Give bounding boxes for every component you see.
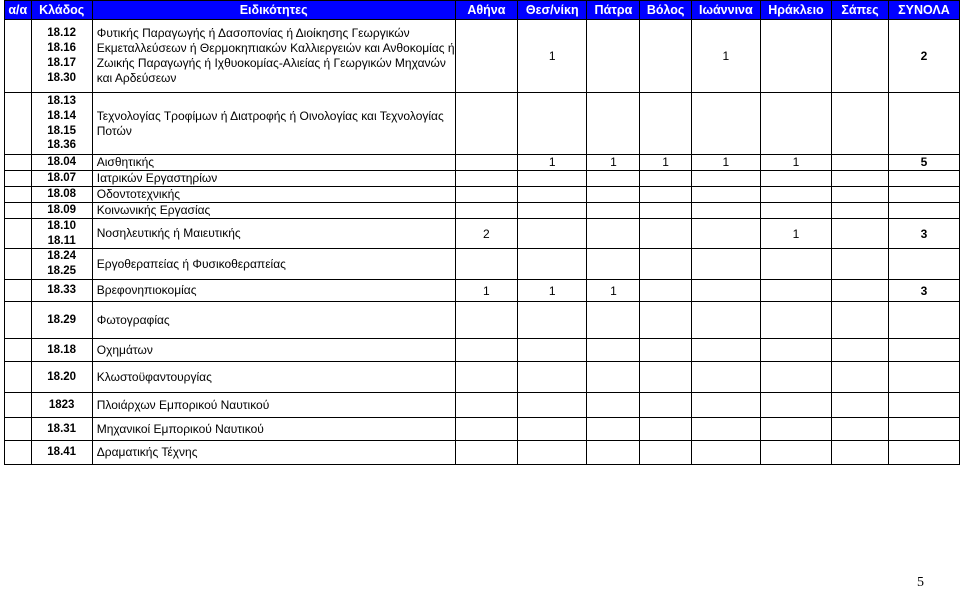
city-count-cell (691, 302, 760, 339)
total-cell (888, 441, 959, 465)
city-count-cell (640, 218, 691, 249)
city-count-cell (832, 202, 889, 218)
city-count-cell (455, 441, 518, 465)
table-row (5, 93, 960, 155)
table-row (5, 362, 960, 393)
branch-code: 18.08 (47, 187, 77, 200)
city-count-cell (832, 393, 889, 418)
city-count-cell (760, 202, 831, 218)
specialty-line: Βρεφονηπιοκομίας (96, 283, 197, 298)
city-count-cell (691, 202, 760, 218)
city-count-cell (832, 93, 889, 155)
city-count-cell (518, 302, 587, 339)
index-cell (5, 362, 32, 393)
city-count-cell (832, 362, 889, 393)
specialty-cell (92, 155, 455, 171)
page-number: 5 (917, 575, 924, 590)
branch-code: 18.41 (47, 446, 77, 459)
index-cell (5, 93, 32, 155)
branch-code: 18.16 (47, 42, 77, 55)
specialty-line: Φωτογραφίας (96, 312, 170, 327)
table-row (5, 302, 960, 339)
city-count-cell (640, 393, 691, 418)
city-count-cell (691, 249, 760, 280)
index-cell (5, 302, 32, 339)
city-count-cell (760, 280, 831, 302)
total-cell (888, 170, 959, 186)
city-count-cell (587, 218, 640, 249)
city-count-cell: 1 (640, 155, 691, 171)
branch-code-cell (31, 249, 92, 280)
city-count-cell (518, 202, 587, 218)
city-count-cell (455, 93, 518, 155)
city-count-cell (832, 186, 889, 202)
header-row (5, 1, 960, 20)
city-count-cell (760, 20, 831, 93)
city-count-cell (760, 393, 831, 418)
city-count-cell (587, 20, 640, 93)
specialty-line: Οχημάτων (96, 342, 153, 357)
city-count-cell (455, 186, 518, 202)
city-count-cell: 1 (760, 155, 831, 171)
specialty-line: Κοινωνικής Εργασίας (96, 202, 211, 217)
specialty-cell (92, 170, 455, 186)
index-cell (5, 202, 32, 218)
table-row (5, 155, 960, 171)
table-row (5, 218, 960, 249)
city-count-cell (518, 170, 587, 186)
city-count-cell (640, 249, 691, 280)
city-count-cell (691, 280, 760, 302)
city-count-cell (691, 362, 760, 393)
specialty-line: Ιατρικών Εργαστηρίων (96, 170, 218, 185)
city-count-cell (455, 339, 518, 362)
city-count-cell (518, 249, 587, 280)
total-cell (888, 362, 959, 393)
city-count-cell (455, 170, 518, 186)
branch-code-cell (31, 93, 92, 155)
col-header-sapes: Σάπες (832, 1, 889, 20)
total-cell (888, 393, 959, 418)
city-count-cell (640, 302, 691, 339)
branch-code: 18.29 (47, 313, 77, 326)
specialty-line: Ποτών (96, 123, 132, 138)
city-count-cell: 1 (691, 155, 760, 171)
specialty-line: Μηχανικοί Εμπορικού Ναυτικού (96, 421, 264, 436)
index-cell (5, 218, 32, 249)
city-count-cell (691, 93, 760, 155)
specialty-cell (92, 280, 455, 302)
city-count-cell (691, 339, 760, 362)
total-cell: 2 (888, 20, 959, 93)
specialty-line: Κλωστοϋφαντουργίας (96, 369, 212, 384)
branch-code: 18.20 (47, 370, 77, 383)
city-count-cell: 1 (760, 218, 831, 249)
branch-code: 18.30 (47, 71, 77, 84)
city-count-cell (455, 393, 518, 418)
specialties-table (4, 0, 960, 465)
city-count-cell (455, 155, 518, 171)
index-cell (5, 393, 32, 418)
city-count-cell (640, 441, 691, 465)
city-count-cell (518, 393, 587, 418)
city-count-cell (640, 418, 691, 441)
city-count-cell (640, 93, 691, 155)
col-header-specialties: Ειδικότητες (92, 1, 455, 20)
index-cell (5, 170, 32, 186)
city-count-cell: 1 (518, 155, 587, 171)
specialty-cell (92, 20, 455, 93)
specialty-cell (92, 218, 455, 249)
city-count-cell (587, 418, 640, 441)
specialty-line: Νοσηλευτικής ή Μαιευτικής (96, 226, 241, 241)
city-count-cell: 1 (587, 280, 640, 302)
specialty-cell (92, 93, 455, 155)
city-count-cell (587, 249, 640, 280)
total-cell (888, 339, 959, 362)
specialty-cell (92, 202, 455, 218)
city-count-cell (518, 218, 587, 249)
col-header-athens: Αθήνα (455, 1, 518, 20)
city-count-cell (587, 339, 640, 362)
branch-code-cell (31, 339, 92, 362)
city-count-cell (587, 186, 640, 202)
city-count-cell (640, 280, 691, 302)
total-cell (888, 186, 959, 202)
branch-code-cell (31, 362, 92, 393)
branch-code: 18.11 (47, 234, 76, 247)
table-row (5, 249, 960, 280)
city-count-cell (760, 418, 831, 441)
city-count-cell (760, 362, 831, 393)
branch-code: 1823 (48, 398, 75, 411)
specialty-cell (92, 418, 455, 441)
total-cell: 3 (888, 218, 959, 249)
specialty-cell (92, 393, 455, 418)
city-count-cell: 1 (518, 280, 587, 302)
specialty-line: Φυτικής Παραγωγής ή Δασοπονίας ή Διοίκησης Γεωργικών (96, 26, 410, 41)
branch-code: 18.10 (47, 219, 77, 232)
city-count-cell: 1 (587, 155, 640, 171)
total-cell (888, 418, 959, 441)
branch-code-cell (31, 280, 92, 302)
city-count-cell: 1 (518, 20, 587, 93)
table-row (5, 20, 960, 93)
city-count-cell (760, 302, 831, 339)
city-count-cell (832, 280, 889, 302)
specialty-cell (92, 441, 455, 465)
col-header-totals: ΣΥΝΟΛΑ (888, 1, 959, 20)
city-count-cell (832, 218, 889, 249)
total-cell (888, 202, 959, 218)
city-count-cell (760, 441, 831, 465)
table-row (5, 441, 960, 465)
index-cell (5, 249, 32, 280)
city-count-cell (518, 339, 587, 362)
specialty-line: Εκμεταλλεύσεων ή Θερμοκηπιακών Καλλιεργειών και Ανθοκομίας ή (96, 41, 455, 56)
city-count-cell (640, 362, 691, 393)
specialty-line: Ζωικής Παραγωγής ή Ιχθυοκομίας-Αλιείας ή Γεωργικών Μηχανών (96, 56, 446, 70)
city-count-cell (455, 302, 518, 339)
col-header-heraklion: Ηράκλειο (760, 1, 831, 20)
city-count-cell (518, 362, 587, 393)
branch-code-cell (31, 441, 92, 465)
city-count-cell (587, 393, 640, 418)
branch-code: 18.36 (47, 139, 77, 152)
city-count-cell (760, 186, 831, 202)
city-count-cell (587, 170, 640, 186)
specialty-line: Οδοντοτεχνικής (96, 186, 181, 201)
table-row (5, 280, 960, 302)
branch-code-cell (31, 155, 92, 171)
city-count-cell (640, 339, 691, 362)
city-count-cell (691, 170, 760, 186)
city-count-cell (518, 186, 587, 202)
index-cell (5, 20, 32, 93)
city-count-cell (587, 362, 640, 393)
city-count-cell (640, 170, 691, 186)
branch-code-cell (31, 20, 92, 93)
city-count-cell (691, 418, 760, 441)
branch-code: 18.14 (47, 109, 77, 122)
branch-code-cell (31, 170, 92, 186)
city-count-cell (691, 441, 760, 465)
branch-code: 18.18 (47, 343, 77, 356)
branch-code-cell (31, 302, 92, 339)
city-count-cell (691, 186, 760, 202)
specialty-line: Δραματικής Τέχνης (96, 445, 198, 460)
table-row (5, 202, 960, 218)
branch-code: 18.33 (47, 284, 77, 297)
branch-code: 18.17 (47, 57, 77, 69)
city-count-cell (455, 202, 518, 218)
city-count-cell (760, 249, 831, 280)
col-header-index: α/α (5, 1, 32, 20)
specialty-cell (92, 186, 455, 202)
col-header-ioannina: Ιωάννινα (691, 1, 760, 20)
city-count-cell (518, 418, 587, 441)
branch-code-cell (31, 186, 92, 202)
city-count-cell (760, 339, 831, 362)
specialty-cell (92, 339, 455, 362)
index-cell (5, 441, 32, 465)
city-count-cell (640, 20, 691, 93)
branch-code: 18.07 (47, 171, 77, 184)
index-cell (5, 280, 32, 302)
specialty-line: Πλοιάρχων Εμπορικού Ναυτικού (96, 397, 270, 412)
city-count-cell (832, 339, 889, 362)
city-count-cell (760, 93, 831, 155)
city-count-cell (587, 202, 640, 218)
city-count-cell (760, 170, 831, 186)
branch-code-cell (31, 218, 92, 249)
branch-code: 18.04 (47, 156, 77, 168)
city-count-cell (587, 302, 640, 339)
city-count-cell (518, 441, 587, 465)
col-header-volos: Βόλος (640, 1, 691, 20)
city-count-cell (455, 249, 518, 280)
specialty-line: Εργοθεραπείας ή Φυσικοθεραπείας (96, 256, 286, 271)
city-count-cell: 1 (455, 280, 518, 302)
col-header-thessaloniki: Θεσ/νίκη (518, 1, 587, 20)
city-count-cell (587, 441, 640, 465)
city-count-cell (518, 93, 587, 155)
city-count-cell (691, 218, 760, 249)
specialty-line: Αισθητικής (96, 155, 155, 169)
total-cell (888, 302, 959, 339)
total-cell: 5 (888, 155, 959, 171)
branch-code: 18.09 (47, 203, 77, 216)
total-cell (888, 249, 959, 280)
total-cell (888, 93, 959, 155)
branch-code: 18.25 (47, 265, 77, 278)
city-count-cell (640, 186, 691, 202)
city-count-cell (832, 249, 889, 280)
city-count-cell: 2 (455, 218, 518, 249)
branch-code: 18.15 (47, 124, 77, 137)
city-count-cell (640, 202, 691, 218)
city-count-cell (832, 302, 889, 339)
city-count-cell (455, 20, 518, 93)
city-count-cell (455, 418, 518, 441)
branch-code-cell (31, 418, 92, 441)
total-cell: 3 (888, 280, 959, 302)
city-count-cell (587, 93, 640, 155)
specialty-cell (92, 249, 455, 280)
city-count-cell (832, 418, 889, 441)
col-header-patras: Πάτρα (587, 1, 640, 20)
city-count-cell (832, 441, 889, 465)
table-row (5, 418, 960, 441)
table-row (5, 393, 960, 418)
table-row (5, 339, 960, 362)
specialty-line: και Αρδεύσεων (96, 70, 177, 85)
city-count-cell (832, 20, 889, 93)
city-count-cell (832, 155, 889, 171)
specialty-cell (92, 302, 455, 339)
city-count-cell: 1 (691, 20, 760, 93)
branch-code-cell (31, 393, 92, 418)
index-cell (5, 186, 32, 202)
branch-code-cell (31, 202, 92, 218)
table-row (5, 186, 960, 202)
branch-code: 18.13 (47, 94, 77, 107)
branch-code: 18.31 (47, 422, 77, 435)
city-count-cell (455, 362, 518, 393)
index-cell (5, 155, 32, 171)
table-row (5, 170, 960, 186)
index-cell (5, 418, 32, 441)
city-count-cell (691, 393, 760, 418)
specialty-cell (92, 362, 455, 393)
col-header-branch: Κλάδος (31, 1, 92, 20)
branch-code: 18.24 (47, 250, 77, 263)
index-cell (5, 339, 32, 362)
specialty-line: Τεχνολογίας Τροφίμων ή Διατροφής ή Οινολογίας και Τεχνολογίας (96, 108, 444, 123)
branch-code: 18.12 (47, 27, 77, 40)
city-count-cell (832, 170, 889, 186)
